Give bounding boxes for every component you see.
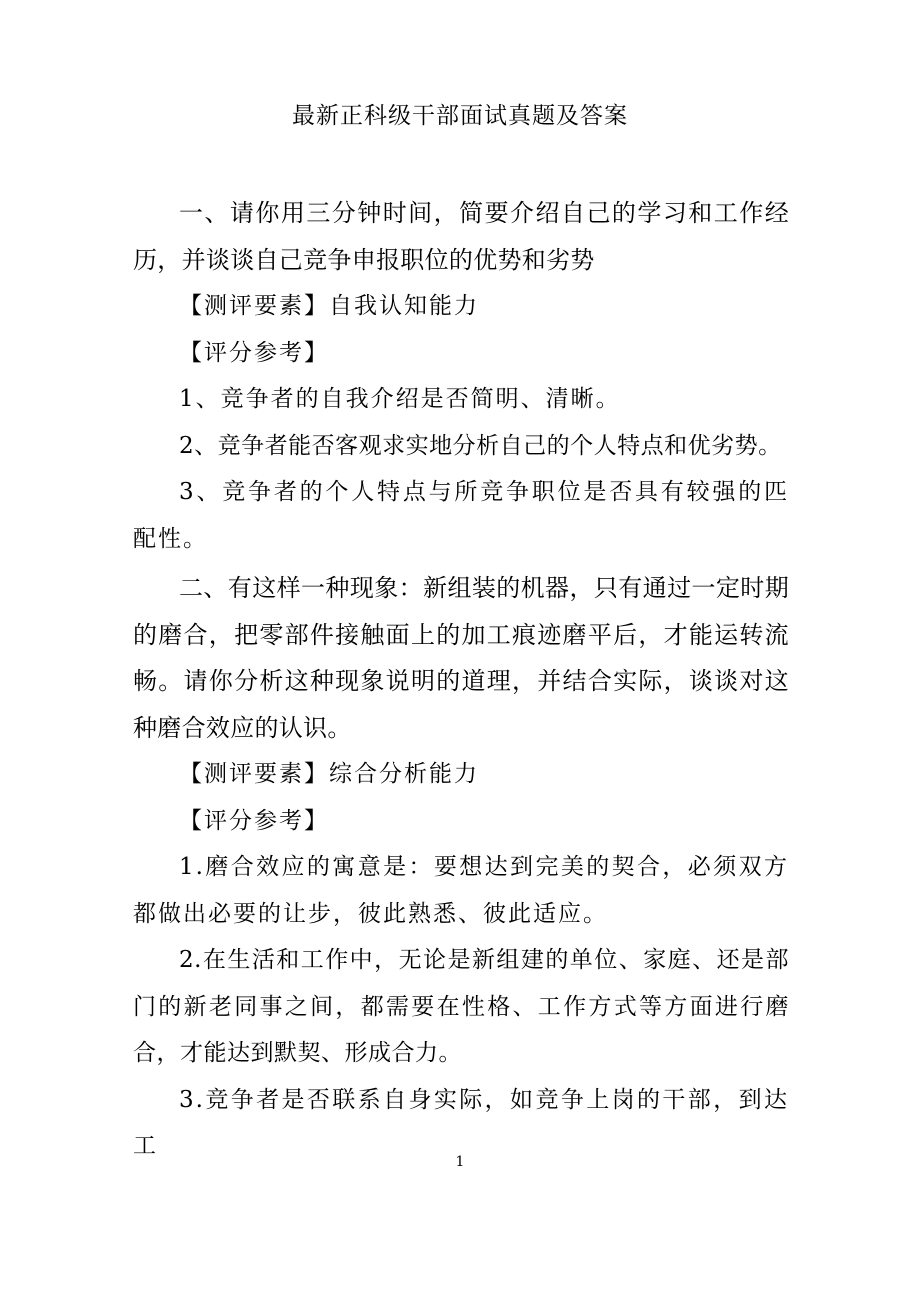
- scoring-point-2-2: 2.在生活和工作中，无论是新组建的单位、家庭、还是部门的新老同事之间，都需要在性格、工作方式等方面进行磨合，才能达到默契、形成合力。: [133, 947, 789, 1066]
- scoring-reference-label-2: 【评分参考】: [179, 807, 329, 834]
- question-1: 一、请你用三分钟时间，简要介绍自己的学习和工作经历，并谈谈自己竞争申报职位的优势和劣势: [133, 199, 789, 274]
- scoring-point-2-3: 3.竞争者是否联系自身实际，如竞争上岗的干部，到达工: [133, 1086, 789, 1159]
- scoring-point-1-2: 2、竞争者能否客观求实地分析自己的个人特点和优劣势。: [179, 432, 782, 459]
- scoring-point-1-1: 1、竞争者的自我介绍是否简明、清晰。: [179, 386, 621, 412]
- question-2: 二、有这样一种现象：新组装的机器，只有通过一定时期的磨合，把零部件接触面上的加工痕迹磨平后，才能运转流畅。请你分析这种现象说明的道理，并结合实际，谈谈对这种磨合效应的认识。: [133, 574, 789, 742]
- scoring-point-1-3: 3、竞争者的个人特点与所竞争职位是否具有较强的匹配性。: [133, 479, 789, 552]
- document-body: [133, 190, 789, 1170]
- assessment-element-1: 【测评要素】自我认知能力: [179, 293, 479, 319]
- document-title: 最新正科级干部面试真题及答案: [292, 103, 628, 129]
- page-number: 1: [455, 1154, 465, 1170]
- scoring-point-2-1: 1.磨合效应的寓意是：要想达到完美的契合，必须双方都做出必要的让步，彼此熟悉、彼此适应。: [133, 854, 789, 927]
- assessment-element-2: 【测评要素】综合分析能力: [179, 761, 479, 787]
- scoring-reference-label-1: 【评分参考】: [179, 339, 329, 366]
